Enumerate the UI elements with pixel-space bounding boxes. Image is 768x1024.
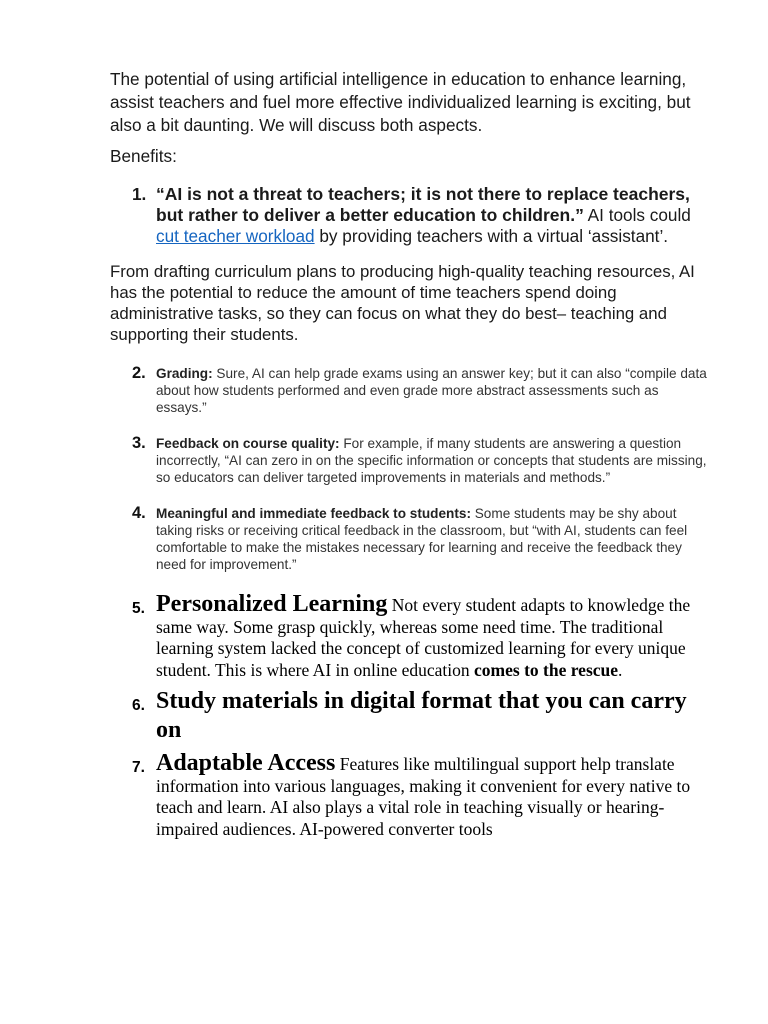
- item-text: Not every student adapts to knowledge the same way. Some grasp quickly, whereas some need time. The traditional learning system lacked the concept of customized learning for every unique student. This is where AI in online education: [156, 595, 691, 680]
- item-heading: Grading:: [156, 366, 213, 381]
- intro-paragraph: The potential of using artificial intelligence in education to enhance learning, assist teachers and fuel more effective individualized learning is exciting, but also a bit daunting. We will discuss both aspects.: [110, 69, 691, 135]
- item-number: 6.: [132, 697, 145, 714]
- item-quote: “AI is not a threat to teachers; it is not there to replace teachers, but rather to deliver a better education to children.”: [156, 184, 690, 225]
- item-number: 5.: [132, 600, 145, 617]
- item-heading: Study materials in digital format that you can carry on: [156, 688, 687, 743]
- item-end: .: [618, 659, 623, 680]
- item-text: Sure, AI can help grade exams using an answer key; but it can also “compile data about how students performed and even grade more abstract assessments such as essays.”: [156, 366, 707, 415]
- item-number: 1.: [132, 184, 147, 204]
- item-number: 2.: [132, 364, 146, 382]
- item-bold-tail: comes to the rescue: [474, 659, 619, 680]
- item-text: For example, if many students are answering a question incorrectly, “AI can zero in on the specific information or concepts that students are missing, so educators can deliver targeted improvements in materials and methods.”: [156, 436, 707, 485]
- list-item-6: [110, 687, 710, 745]
- list-item-7: [110, 751, 710, 840]
- list-item-3: [110, 435, 710, 486]
- document-page: [110, 68, 710, 840]
- list-item-4: [110, 505, 710, 573]
- item-heading: Personalized Learning: [156, 591, 388, 617]
- list-item-1: [110, 184, 710, 247]
- list-item-5: [110, 592, 710, 681]
- item-heading: Feedback on course quality:: [156, 436, 340, 451]
- list-item-2: [110, 365, 710, 416]
- benefits-label: Benefits:: [110, 146, 177, 166]
- item-number: 7.: [132, 759, 145, 776]
- item-heading: Meaningful and immediate feedback to students:: [156, 506, 471, 521]
- item-text: AI tools could: [583, 205, 691, 225]
- item-text: Some students may be shy about taking risks or receiving critical feedback in the classroom, but “with AI, students can feel comfortable to make the mistakes necessary for learning and receive the feedback they need for improvement.”: [156, 506, 688, 572]
- item-heading: Adaptable Access: [156, 750, 336, 776]
- item-text-tail: by providing teachers with a virtual ‘assistant’.: [314, 226, 669, 246]
- item-text: Features like multilingual support help translate information into various languages, making it convenient for every native to teach and learn. AI also plays a vital role in teaching visually or hearing-impaired audiences. AI-powered converter tools: [156, 754, 691, 839]
- item-number: 4.: [132, 504, 146, 522]
- body-paragraph: From drafting curriculum plans to producing high-quality teaching resources, AI has the potential to reduce the amount of time teachers spend doing administrative tasks, so they can focus on what they do best– teaching and supporting their students.: [110, 262, 695, 344]
- item-number: 3.: [132, 434, 146, 452]
- cut-teacher-workload-link[interactable]: cut teacher workload: [156, 226, 315, 246]
